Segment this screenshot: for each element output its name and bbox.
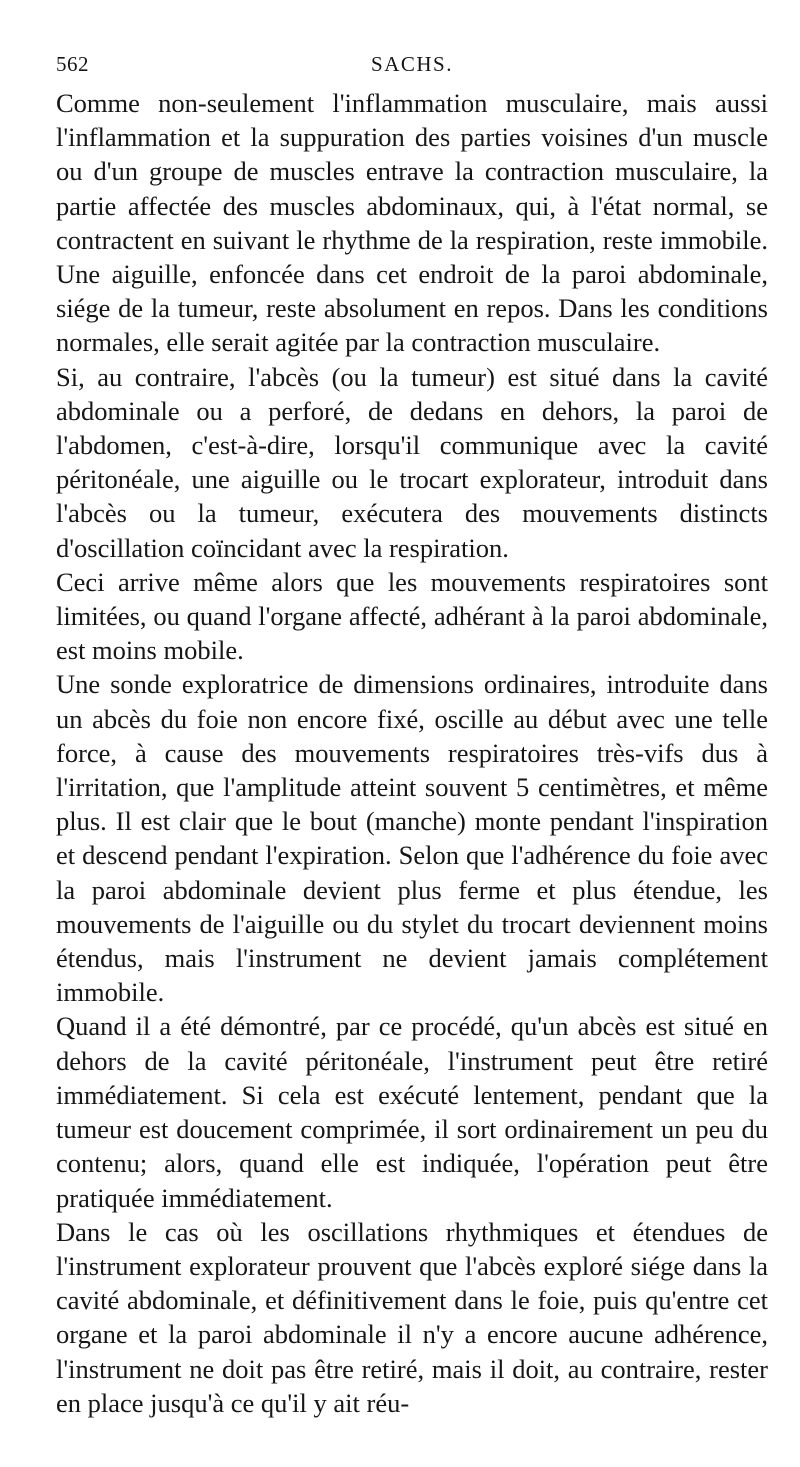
body-text	[56, 86, 768, 1420]
paragraph-6: Dans le cas où les oscillations rhythmiques et étendues de l'instrument explorateur prouvent que l'abcès exploré siége dans la cavité abdominale, et définitivement dans le foie, puis qu'entre cet organe et la paroi abdominale il n'y a encore aucune adhérence, l'instrument ne doit pas être retiré, mais il doit, au contraire, rester en place jusqu'à ce qu'il y ait réu-	[56, 1216, 768, 1418]
paragraph-2: Si, au contraire, l'abcès (ou la tumeur) est situé dans la cavité abdominale ou a perforé, de dedans en dehors, la paroi de l'abdomen, c'est-à-dire, lorsqu'il communique avec la cavité péritonéale, une aiguille ou le trocart explorateur, introduit dans l'abcès ou la tumeur, exécutera des mouvements distincts d'oscillation coïncidant avec la respiration.	[56, 361, 768, 563]
paragraph-5: Quand il a été démontré, par ce procédé, qu'un abcès est situé en dehors de la cavité péritonéale, l'instrument peut être retiré immédiatement. Si cela est exécuté lentement, pendant que la tumeur est doucement comprimée, il sort ordinairement un peu du contenu; alors, quand elle est indiquée, l'opération peut être pratiquée immédiatement.	[56, 1011, 768, 1213]
paragraph-4: Une sonde exploratrice de dimensions ordinaires, introduite dans un abcès du foie non encore fixé, oscille au début avec une telle force, à cause des mouvements respiratoires très-vifs dus à l'irritation, que l'amplitude atteint souvent 5 centimètres, et même plus. Il est clair que le bout (manche) monte pendant l'inspiration et descend pendant l'expiration. Selon que l'adhérence du foie avec la paroi abdominale devient plus ferme et plus étendue, les mouvements de l'aiguille ou du stylet du trocart deviennent moins étendus, mais l'instrument ne devient jamais complétement immobile.	[56, 669, 768, 1008]
paragraph-1: Comme non-seulement l'inflammation musculaire, mais aussi l'inflammation et la suppuration des parties voisines d'un muscle ou d'un groupe de muscles entrave la contraction musculaire, la partie affectée des muscles abdominaux, qui, à l'état normal, se contractent en suivant le rhythme de la respiration, reste immobile. Une aiguille, enfoncée dans cet endroit de la paroi abdominale, siége de la tumeur, reste absolument en repos. Dans les conditions normales, elle serait agitée par la contraction musculaire.	[56, 88, 768, 358]
running-head: SACHS.	[371, 52, 453, 76]
page-number: 562	[56, 52, 89, 76]
page-header	[56, 52, 768, 86]
paragraph-3: Ceci arrive même alors que les mouvements respiratoires sont limitées, ou quand l'organe affecté, adhérant à la paroi abdominale, est moins mobile.	[56, 566, 768, 666]
